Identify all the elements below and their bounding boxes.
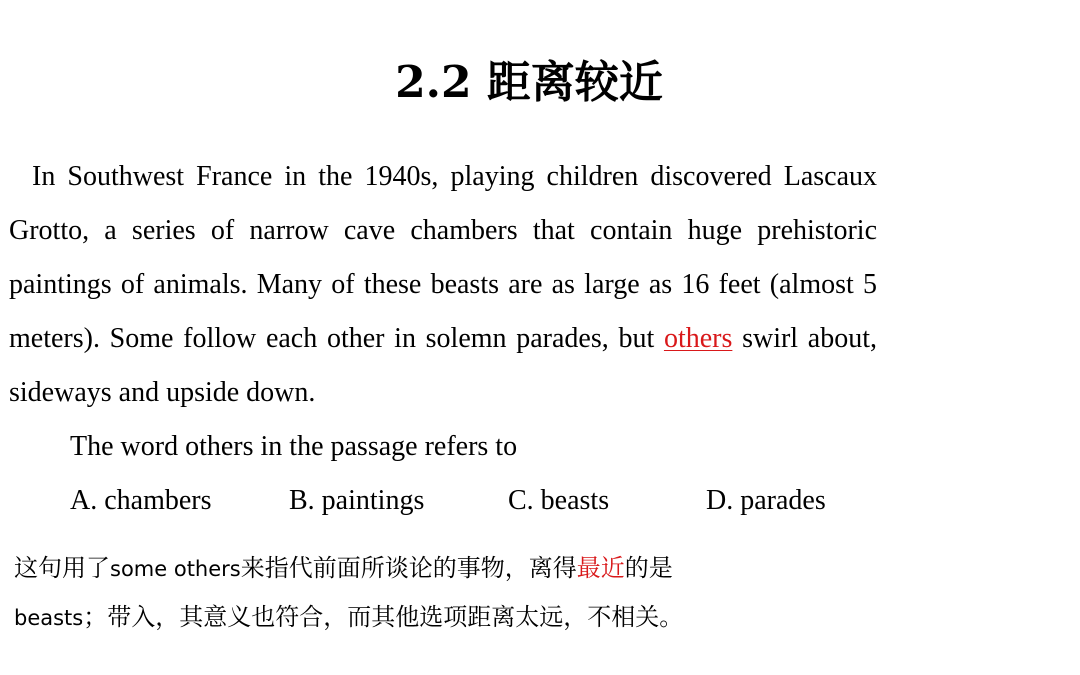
explanation-line2-latin: beasts bbox=[14, 606, 84, 630]
passage-text-before: In Southwest France in the 1940s, playing children discovered Lascaux Grotto, a series of narrow cave chambers that contain huge prehistoric paintings of animals. Many of these beasts are as large as 16 feet (almost 5 meters). Some follow each other in solemn parades, but bbox=[9, 161, 877, 354]
explanation-text bbox=[14, 544, 774, 642]
explanation-line-2 bbox=[14, 593, 774, 642]
explanation-line1-part3: 的是 bbox=[624, 554, 673, 582]
highlighted-word-others: others bbox=[663, 323, 733, 354]
question-prompt: The word others in the passage refers to bbox=[70, 431, 518, 462]
explanation-line1-latin: some others bbox=[110, 557, 241, 581]
passage-text-after: swirl about, sideways and upside down. bbox=[9, 323, 877, 408]
explanation-accent-nearest: 最近 bbox=[576, 554, 625, 582]
explanation-line1-part1: 这句用了 bbox=[14, 554, 110, 582]
option-a: A. chambers bbox=[70, 485, 212, 516]
option-d: D. parades bbox=[706, 485, 826, 516]
explanation-line-1 bbox=[14, 544, 774, 593]
explanation-line1-part2: 来指代前面所谈论的事物，离得 bbox=[240, 554, 577, 582]
reading-passage bbox=[9, 150, 877, 420]
option-c: C. beasts bbox=[508, 485, 610, 516]
explanation-line2-part1: ；带入，其意义也符合，而其他选项距离太远，不相关。 bbox=[83, 603, 684, 631]
slide-title: 2.2 距离较近 bbox=[395, 57, 663, 108]
option-b: B. paintings bbox=[289, 485, 425, 516]
